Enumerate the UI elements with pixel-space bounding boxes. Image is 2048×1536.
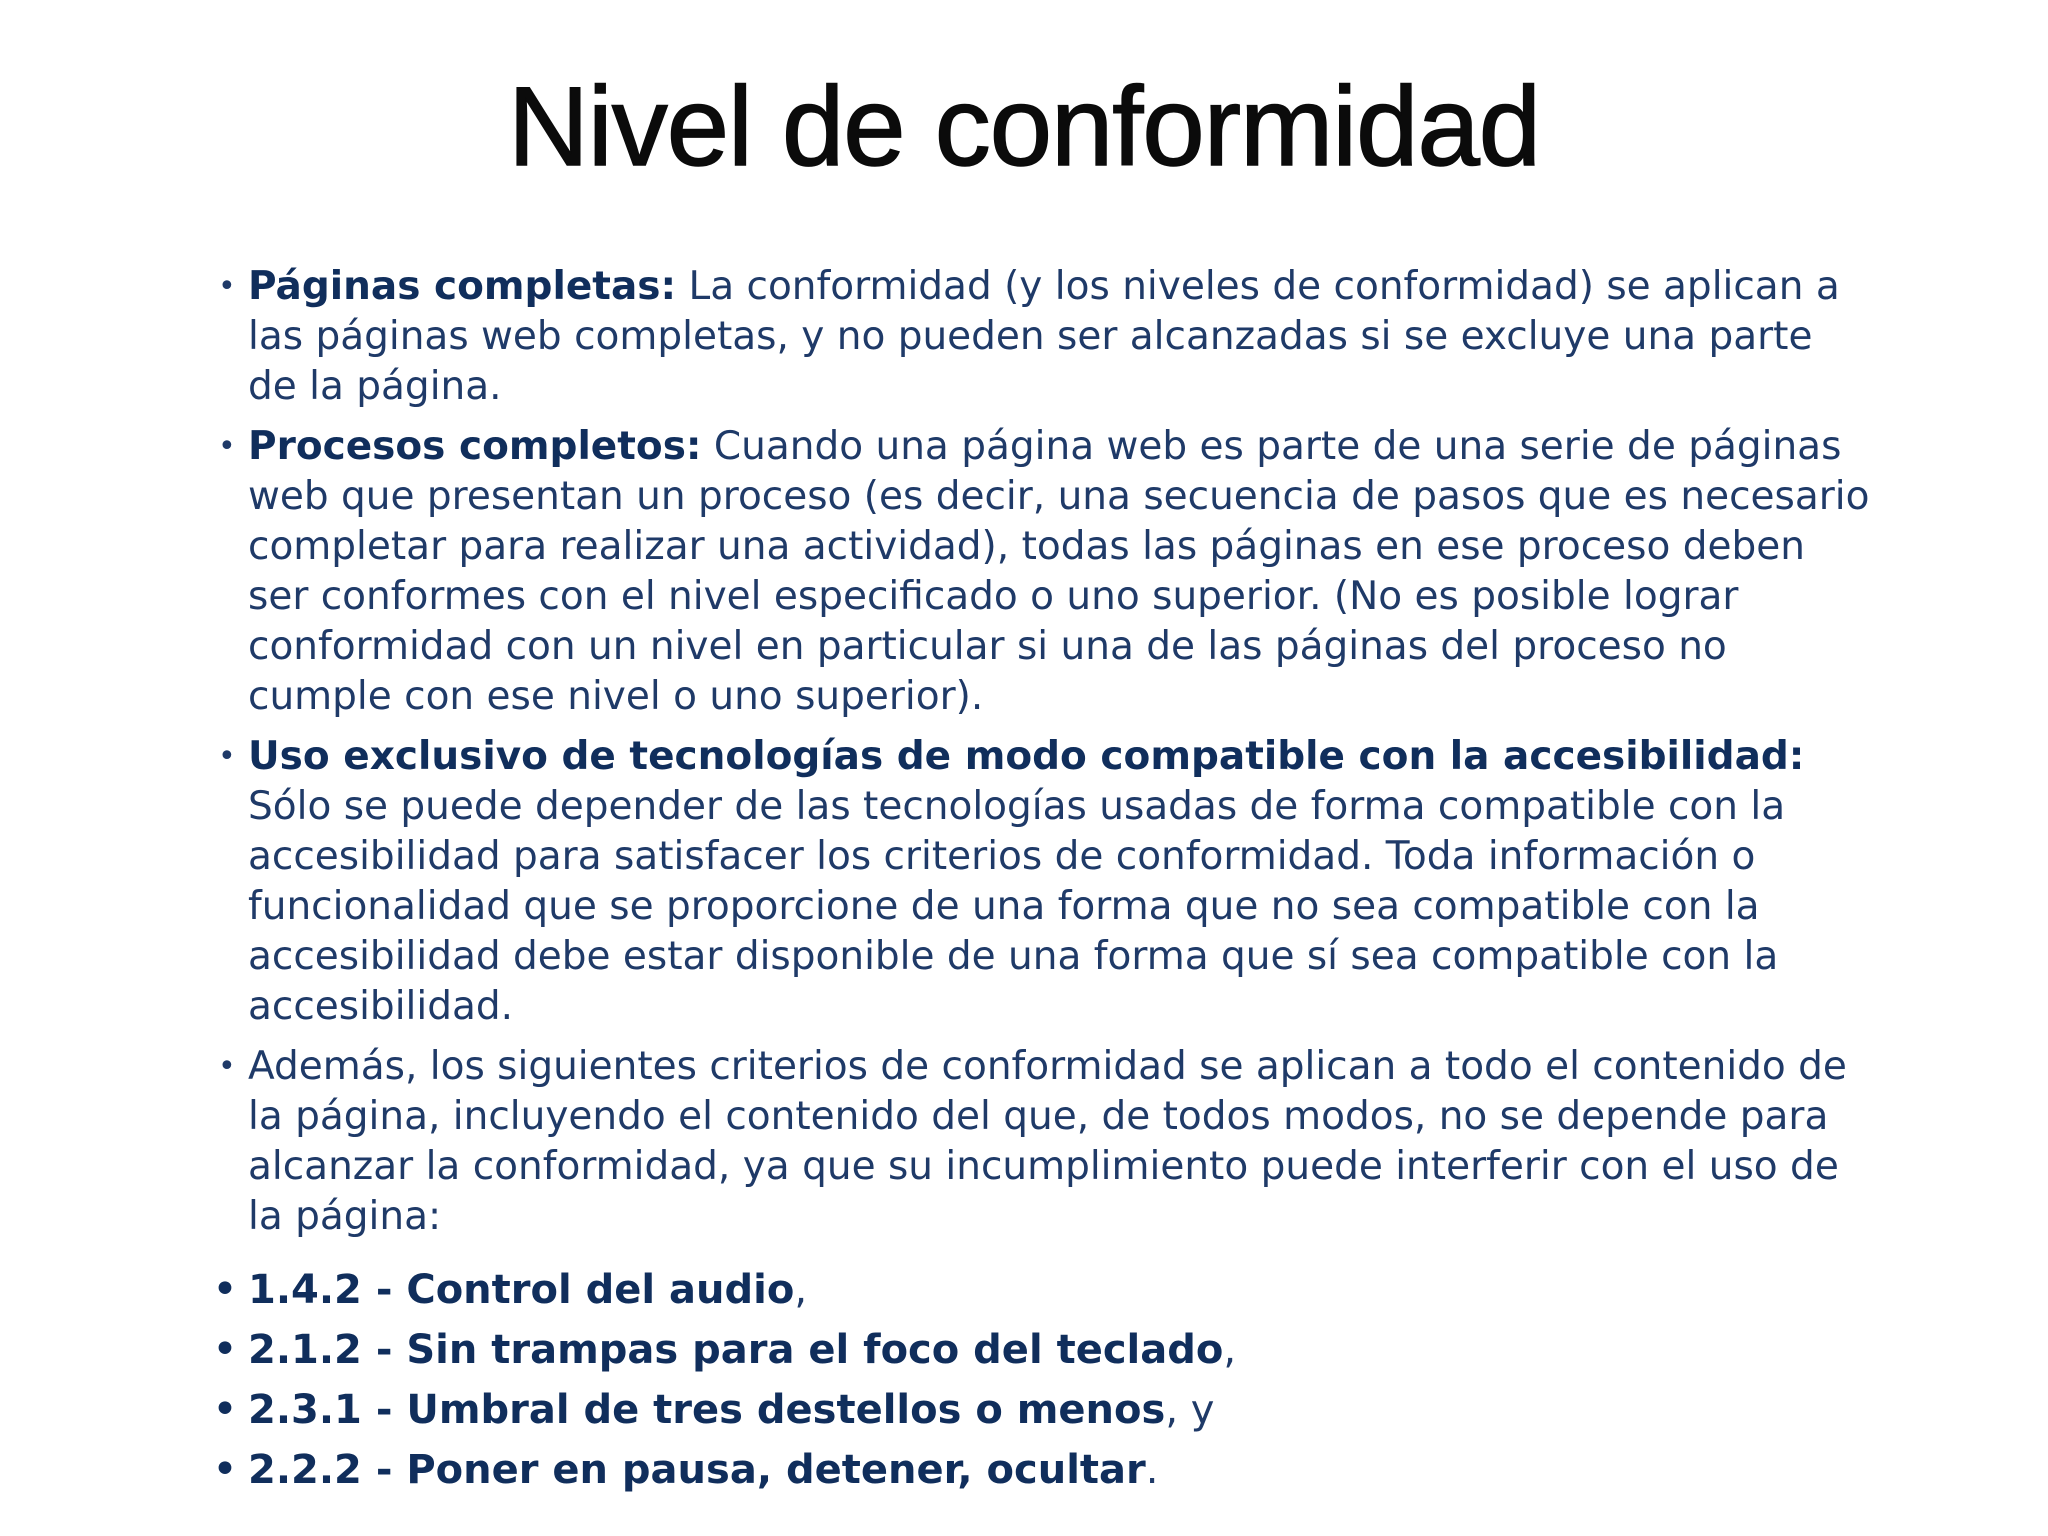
bullet-dot-icon: •: [212, 1264, 238, 1315]
criterion-label: 2.1.2 - Sin trampas para el foco del teclado: [248, 1327, 1224, 1373]
slide-content: [210, 262, 1870, 1500]
bullet-procesos-completos: [210, 422, 1870, 722]
bullet-text: Cuando una página web es parte de una serie de páginas web que presentan un proceso (es decir, una secuencia de pasos que es necesario completar para realizar una actividad), todas las páginas en ese proceso deben ser conformes con el nivel especificado o uno superior. (No es posible lograr conformidad con un nivel en particular si una de las páginas del proceso no cumple con ese nivel o uno superior).: [248, 424, 1870, 719]
criterion-1-4-2: [210, 1260, 1870, 1320]
bullet-dot-icon: •: [218, 269, 236, 304]
bullet-dot-icon: •: [218, 1049, 236, 1084]
bullet-uso-exclusivo: [210, 732, 1870, 1032]
criterion-label: 2.3.1 - Umbral de tres destellos o menos: [248, 1387, 1166, 1433]
bullet-ademas: [210, 1042, 1870, 1242]
bullet-text: La conformidad (y los niveles de conformidad) se aplican a las páginas web completas, y no pueden ser alcanzadas si se excluye una parte de la página.: [248, 264, 1840, 409]
criterion-suffix: .: [1145, 1447, 1159, 1493]
criterion-label: 1.4.2 - Control del audio: [248, 1267, 795, 1313]
slide-title: Nivel de conformidad: [507, 64, 1541, 189]
bullet-dot-icon: •: [212, 1324, 238, 1375]
bullet-heading: Páginas completas:: [248, 264, 677, 309]
bullet-dot-icon: •: [212, 1384, 238, 1435]
bullet-text: Sólo se puede depender de las tecnologías usadas de forma compatible con la accesibilidad para satisfacer los criterios de conformidad. Toda información o funcionalidad que se proporcione de una forma que no sea compatible con la accesibilidad debe estar disponible de una forma que sí sea compatible con la accesibilidad.: [248, 784, 1786, 1029]
criterion-suffix: , y: [1165, 1387, 1215, 1433]
bullet-dot-icon: •: [218, 429, 236, 464]
criterion-2-1-2: [210, 1320, 1870, 1380]
criterion-suffix: ,: [794, 1267, 808, 1313]
criterion-suffix: ,: [1223, 1327, 1237, 1373]
bullet-heading: Procesos completos:: [248, 424, 702, 469]
criterion-2-2-2: [210, 1440, 1870, 1500]
bullet-text: Además, los siguientes criterios de conformidad se aplican a todo el contenido de la página, incluyendo el contenido del que, de todos modos, no se depende para alcanzar la conformidad, ya que su incumplimiento puede interferir con el uso de la página:: [248, 1044, 1847, 1239]
bullet-dot-icon: •: [218, 739, 236, 774]
criteria-list: [210, 1260, 1870, 1500]
criterion-2-3-1: [210, 1380, 1870, 1440]
bullet-dot-icon: •: [212, 1444, 238, 1495]
criterion-label: 2.2.2 - Poner en pausa, detener, ocultar: [248, 1447, 1146, 1493]
bullet-paginas-completas: [210, 262, 1870, 412]
bullet-heading: Uso exclusivo de tecnologías de modo compatible con la accesibilidad:: [248, 734, 1805, 779]
